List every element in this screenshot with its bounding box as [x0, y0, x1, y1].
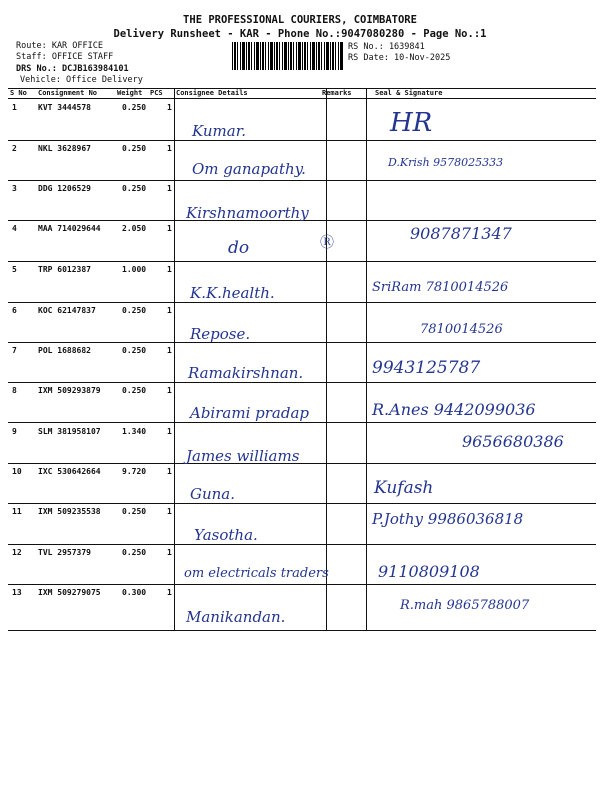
- row-sno: 10: [12, 467, 22, 476]
- row-sno: 8: [12, 386, 17, 395]
- row-consignment: TVL 2957379: [38, 548, 91, 557]
- rs-date: RS Date: 10-Nov-2025: [348, 53, 451, 63]
- row-pcs: 1: [167, 184, 172, 193]
- row-consignee: James williams: [186, 447, 300, 465]
- row-consignment: DDG 1206529: [38, 184, 91, 193]
- row-weight: 0.250: [122, 103, 147, 112]
- row-consignee: om electricals traders: [184, 566, 329, 581]
- row-pcs: 1: [167, 507, 172, 516]
- row-weight: 1.340: [122, 427, 147, 436]
- stamp-mark-icon: Ⓡ: [320, 235, 334, 251]
- row-consignee: Abirami pradap: [190, 404, 309, 422]
- row-pcs: 1: [167, 386, 172, 395]
- row-consignee: Guna.: [190, 485, 236, 503]
- row-consignment: IXM 509235538: [38, 507, 101, 516]
- row-sno: 7: [12, 346, 17, 355]
- column-header-signature: Seal & Signature: [375, 89, 443, 97]
- row-weight: 0.250: [122, 548, 147, 557]
- row-signature: SriRam 7810014526: [372, 280, 509, 295]
- row-pcs: 1: [167, 306, 172, 315]
- row-consignment: IXM 509279075: [38, 588, 101, 597]
- row-weight: 0.250: [122, 507, 147, 516]
- row-rule: [8, 140, 596, 141]
- column-divider-remarks: [326, 88, 327, 630]
- row-signature: 7810014526: [420, 322, 503, 337]
- column-header-consignee: Consignee Details: [176, 89, 248, 97]
- row-consignee: do: [228, 238, 250, 258]
- row-signature: 9087871347: [410, 224, 512, 243]
- row-pcs: 1: [167, 144, 172, 153]
- row-sno: 5: [12, 265, 17, 274]
- row-rule: [8, 302, 596, 303]
- row-sno: 3: [12, 184, 17, 193]
- barcode-image: [232, 42, 344, 70]
- row-consignment: NKL 3628967: [38, 144, 91, 153]
- row-signature: R.Anes 9442099036: [372, 400, 536, 419]
- row-weight: 9.720: [122, 467, 147, 476]
- row-signature: 9943125787: [372, 358, 481, 378]
- row-weight: 0.300: [122, 588, 147, 597]
- row-weight: 2.050: [122, 224, 147, 233]
- row-rule: [8, 382, 596, 383]
- row-weight: 0.250: [122, 144, 147, 153]
- row-consignee: Kumar.: [192, 122, 246, 140]
- row-pcs: 1: [167, 103, 172, 112]
- vehicle-label: Vehicle: Office Delivery: [20, 75, 143, 85]
- row-consignee: Repose.: [190, 325, 251, 343]
- table-header-rule: [8, 98, 596, 99]
- row-consignee: Ramakirshnan.: [188, 364, 304, 382]
- route-label: Route: KAR OFFICE: [16, 41, 103, 51]
- column-header-remarks: Remarks: [322, 89, 352, 97]
- row-consignment: SLM 381958107: [38, 427, 101, 436]
- row-weight: 0.250: [122, 184, 147, 193]
- column-header-consignment: Consignment No: [38, 89, 98, 97]
- table-bottom-rule: [8, 630, 596, 631]
- row-sno: 6: [12, 306, 17, 315]
- column-divider-consignee: [174, 88, 175, 630]
- row-pcs: 1: [167, 548, 172, 557]
- row-weight: 0.250: [122, 306, 147, 315]
- row-pcs: 1: [167, 427, 172, 436]
- row-rule: [8, 584, 596, 585]
- row-sno: 13: [12, 588, 22, 597]
- column-header-pcs: PCS: [150, 89, 163, 97]
- row-rule: [8, 261, 596, 262]
- row-consignment: POL 1688682: [38, 346, 91, 355]
- row-consignment: MAA 714029644: [38, 224, 101, 233]
- rs-number: RS No.: 1639841: [348, 42, 425, 52]
- row-signature: HR: [390, 108, 433, 138]
- row-pcs: 1: [167, 265, 172, 274]
- row-rule: [8, 544, 596, 545]
- row-sno: 1: [12, 103, 17, 112]
- row-signature: P.Jothy 9986036818: [372, 510, 524, 528]
- row-weight: 0.250: [122, 386, 147, 395]
- row-sno: 9: [12, 427, 17, 436]
- row-consignment: IXM 509293879: [38, 386, 101, 395]
- column-header-sno: S No: [10, 89, 27, 97]
- row-rule: [8, 180, 596, 181]
- row-weight: 0.250: [122, 346, 147, 355]
- row-rule: [8, 503, 596, 504]
- column-divider-signature: [366, 88, 367, 630]
- drs-number: DRS No.: DCJB163984101: [16, 64, 129, 74]
- row-rule: [8, 422, 596, 423]
- row-consignment: KOC 62147837: [38, 306, 96, 315]
- row-pcs: 1: [167, 346, 172, 355]
- row-consignee: Om ganapathy.: [192, 160, 306, 178]
- row-consignee: Manikandan.: [186, 608, 286, 626]
- row-sno: 4: [12, 224, 17, 233]
- row-sno: 12: [12, 548, 22, 557]
- row-signature: 9656680386: [462, 432, 564, 451]
- row-consignee: Kirshnamoorthy: [186, 204, 309, 222]
- row-pcs: 1: [167, 467, 172, 476]
- row-consignment: IXC 530642664: [38, 467, 101, 476]
- row-rule: [8, 463, 596, 464]
- column-header-weight: Weight: [117, 89, 143, 97]
- row-signature: 9110809108: [378, 562, 480, 581]
- row-rule: [8, 342, 596, 343]
- row-consignee: Yasotha.: [194, 526, 258, 544]
- document-title: THE PROFESSIONAL COURIERS, COIMBATORE: [183, 14, 417, 26]
- staff-label: Staff: OFFICE STAFF: [16, 52, 114, 62]
- row-weight: 1.000: [122, 265, 147, 274]
- document-subtitle: Delivery Runsheet - KAR - Phone No.:9047080280 - Page No.:1: [113, 28, 487, 40]
- row-signature: Kufash: [374, 478, 434, 498]
- row-signature: D.Krish 9578025333: [388, 156, 504, 169]
- row-consignee: K.K.health.: [190, 284, 275, 302]
- row-pcs: 1: [167, 224, 172, 233]
- row-consignment: TRP 6012387: [38, 265, 91, 274]
- row-pcs: 1: [167, 588, 172, 597]
- row-sno: 11: [12, 507, 22, 516]
- row-consignment: KVT 3444578: [38, 103, 91, 112]
- row-signature: R.mah 9865788007: [400, 598, 530, 613]
- row-sno: 2: [12, 144, 17, 153]
